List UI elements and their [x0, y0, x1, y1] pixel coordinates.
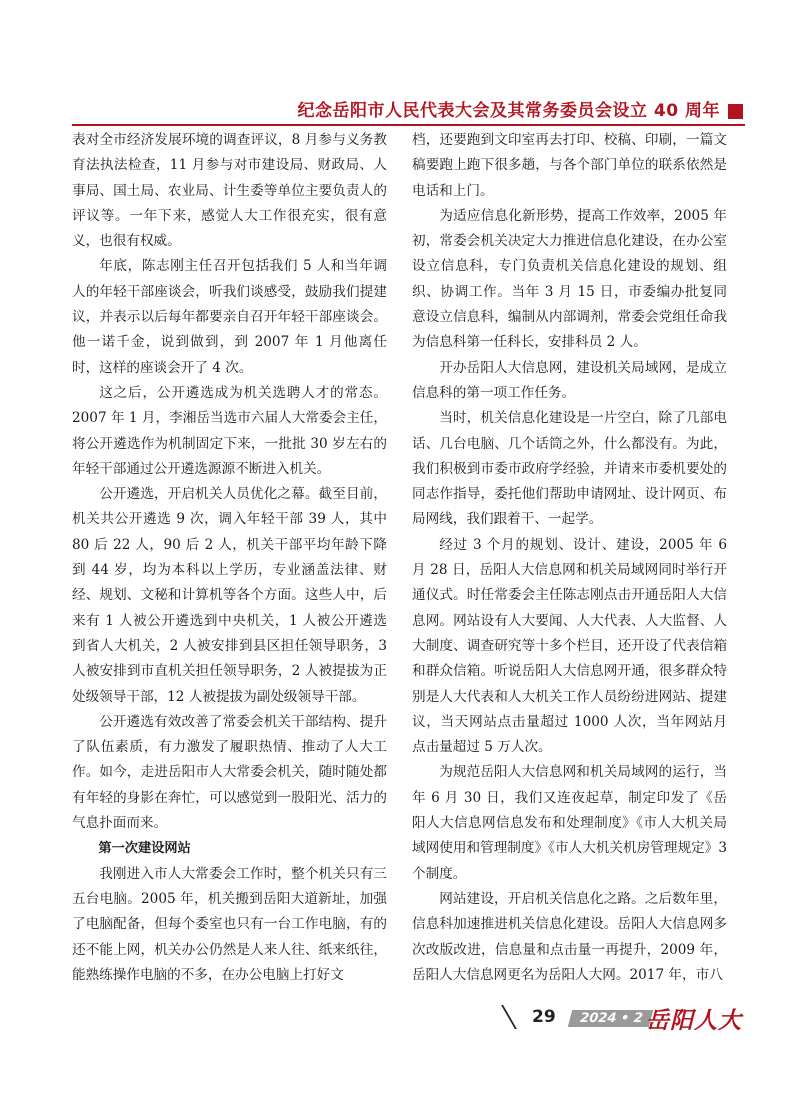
right-text-column [412, 128, 727, 988]
header-rule [72, 124, 745, 126]
running-header-title: 纪念岳阳市人民代表大会及其常务委员会设立 40 周年 [297, 101, 720, 121]
body-paragraph: 档，还要跑到文印室再去打印、校稿、印刷，一篇文稿要跑上跑下很多趟，与各个部门单位的联系依然是电话和上门。 [412, 132, 727, 199]
section-subheading: 第一次建设网站 [98, 841, 191, 857]
running-header [60, 100, 745, 122]
footer-slash-mark [501, 1005, 517, 1029]
page-number: 29 [532, 1007, 556, 1027]
issue-badge: 2024 • 2 [568, 1010, 653, 1027]
body-paragraph: 为规范岳阳人大信息网和机关局域网的运行，当年 6 月 30 日，我们又连夜起草，制定印发了《岳阳人大信息网信息发布和处理制度》《市人大机关局域网使用和管理制度》《市人大机关机房管理规定》3 个制度。 [412, 764, 727, 882]
body-paragraph: 这之后，公开遴选成为机关选聘人才的常态。2007 年 1 月，李湘岳当选市六届人大常委会主任，将公开遴选作为机制固定下来，一批批 30 岁左右的年轻干部通过公开遴选源源不断进入机关。 [72, 384, 387, 477]
body-paragraph: 我刚进入市人大常委会工作时，整个机关只有三五台电脑。2005 年，机关搬到岳阳大道新址，加强了电脑配备，但每个委室也只有一台工作电脑，有的还不能上网，机关办公仍然是人来人往、纸来纸往，能熟练操作电脑的不多，在办公电脑上打好文 [72, 865, 387, 983]
body-paragraph: 开办岳阳人大信息网，建设机关局域网，是成立信息科的第一项工作任务。 [412, 359, 727, 401]
left-text-column [72, 128, 387, 988]
body-paragraph: 当时，机关信息化建设是一片空白，除了几部电话、几台电脑、几个话筒之外，什么都没有。为此，我们积极到市委市政府学经验，并请来市委机要处的同志作指导，委托他们帮助申请网址、设计网页、布局网线，我们跟着干、一起学。 [412, 410, 727, 528]
body-paragraph: 网站建设，开启机关信息化之路。之后数年里，信息科加速推进机关信息化建设。岳阳人大信息网多次改版改进，信息量和点击量一再提升，2009 年，岳阳人大信息网更名为岳阳人大网。2017 年，市八 [412, 890, 727, 983]
body-paragraph: 为适应信息化新形势，提高工作效率，2005 年初，常委会机关决定大力推进信息化建设，在办公室设立信息科，专门负责机关信息化建设的规划、组织、协调工作。当年 3 月 15 日，市委编办批复同意设立信息科，编制从内部调剂，常委会党组任命我为信息科第一任科长，安排科员 2 人。 [412, 207, 727, 351]
magazine-logo: 岳阳人大 [646, 1007, 742, 1034]
body-paragraph: 公开遴选有效改善了常委会机关干部结构、提升了队伍素质，有力激发了履职热情、推动了人大工作。如今，走进岳阳市人大常委会机关，随时随处都有年轻的身影在奔忙，可以感觉到一股阳光、活力的气息扑面而来。 [72, 713, 387, 832]
body-paragraph: 经过 3 个月的规划、设计、建设，2005 年 6 月 28 日，岳阳人大信息网和机关局域网同时举行开通仪式。时任常委会主任陈志刚点击开通岳阳人大信息网。网站设有人大要闻、人大代表、人大监督、人大制度、调查研究等十多个栏目，还开设了代表信箱和群众信箱。听说岳阳人大信息网开通，很多群众特别是人大代表和人大机关工作人员纷纷进网站、提建议，当天网站点击量超过 1000 人次，当年网站月点击量超过 5 万人次。 [412, 536, 727, 756]
body-paragraph: 表对全市经济发展环境的调查评议，8 月参与义务教育法执法检查，11 月参与对市建设局、财政局、人事局、国土局、农业局、计生委等单位主要负责人的评议等。一年下来，感觉人大工作很充实，很有意义，也很有权威。 [72, 132, 387, 250]
body-paragraph: 公开遴选，开启机关人员优化之幕。截至目前，机关共公开遴选 9 次，调入年轻干部 39 人，其中 80 后 22 人，90 后 2 人，机关干部平均年龄下降到 44 岁，均为本科以上学历，专业涵盖法律、财经、规划、文秘和计算机等各个方面。这些人中，后来有 1 人被公开遴选到中央机关，1 人被公开遴选到省人大机关，2 人被安排到县区担任领导职务，3 人被安排到市直机关担任领导职务，2 人被提拔为正处级领导干部，12 人被提拔为副处级领导干部。 [72, 486, 387, 705]
header-square-mark [728, 104, 743, 119]
page-footer [498, 1001, 748, 1041]
body-paragraph: 年底，陈志刚主任召开包括我们 5 人和当年调人的年轻干部座谈会，听我们谈感受，鼓励我们提建议，并表示以后每年都要亲自召开年轻干部座谈会。他一诺千金，说到做到，到 2007 年 1 月他离任时，这样的座谈会开了 4 次。 [72, 258, 387, 376]
